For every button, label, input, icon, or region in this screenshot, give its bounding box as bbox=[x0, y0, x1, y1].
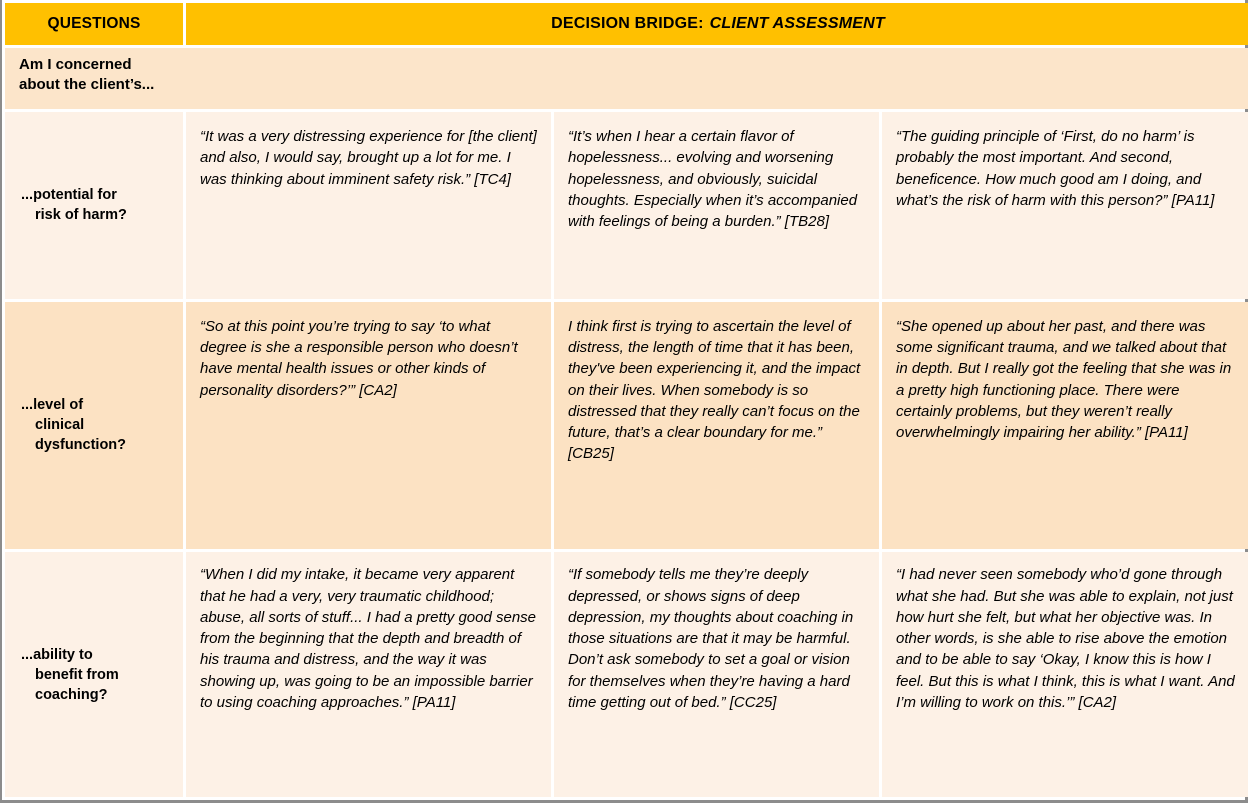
quote-cell bbox=[186, 302, 551, 550]
row-label-ability-to-benefit-from-coaching bbox=[5, 552, 183, 797]
row-label-line-1: ...ability to bbox=[21, 646, 93, 663]
quote-text: “The guiding principle of ‘First, do no harm’ is probably the most important. And second, beneficence. How much good am I doing, and what’s the risk of harm with this person?” [PA11] bbox=[896, 128, 1215, 209]
row-label-line-1: ...potential for bbox=[21, 187, 117, 204]
header-title-main: DECISION BRIDGE: bbox=[551, 15, 704, 32]
table-row bbox=[5, 112, 1248, 299]
quote-text: “It’s when I hear a certain flavor of hopelessness... evolving and worsening hopelessness, and obviously, suicidal thoughts. Especially when it’s accompanied with feelings of being a burden.” [TB28] bbox=[568, 128, 858, 231]
quote-cell bbox=[882, 112, 1248, 299]
quote-text: “I had never seen somebody who’d gone through what she had. But she was able to explain, not just how hurt she felt, but what her objective was. In other words, is she able to rise above the emotion and to be able to say ‘Okay, I know this is how I feel. But this is what I think, this is what I want. And I’m willing to work on this.’” [CA2] bbox=[896, 566, 1235, 712]
row-label-line-3: dysfunction? bbox=[35, 437, 127, 454]
row-label-text bbox=[21, 395, 173, 455]
row-label-level-of-clinical-dysfunction bbox=[5, 302, 183, 550]
header-questions-label: QUESTIONS bbox=[47, 15, 141, 32]
header-row bbox=[5, 3, 1248, 45]
row-label-line-2: benefit from bbox=[35, 666, 119, 683]
quote-text: “It was a very distressing experience for [the client] and also, I would say, brought up a lot for me. I was thinking about imminent safety risk.” [TC4] bbox=[200, 128, 537, 188]
row-label-potential-for-risk-of-harm bbox=[5, 112, 183, 299]
header-title-cell bbox=[186, 3, 1248, 45]
table-row bbox=[5, 552, 1248, 797]
row-label-text bbox=[21, 645, 173, 705]
decision-bridge-table bbox=[2, 0, 1248, 800]
row-label-line-2: risk of harm? bbox=[35, 207, 127, 224]
row-label-line-3: coaching? bbox=[35, 686, 108, 703]
quote-cell bbox=[554, 552, 879, 797]
subheader-cell bbox=[5, 48, 1248, 109]
subheader-line-1: Am I concerned bbox=[19, 56, 132, 73]
subheader-line-2: about the client’s... bbox=[19, 75, 155, 93]
quote-cell bbox=[554, 302, 879, 550]
quote-cell bbox=[882, 302, 1248, 550]
quote-text: “So at this point you’re trying to say ‘to what degree is she a responsible person who doesn’t have mental health issues or other kinds of personality disorders?’” [CA2] bbox=[200, 317, 518, 399]
row-label-line-1: ...level of bbox=[21, 397, 84, 414]
header-title-emphasis: CLIENT ASSESSMENT bbox=[709, 15, 885, 32]
row-label-line-2: clinical bbox=[35, 417, 85, 434]
quote-cell bbox=[186, 112, 551, 299]
row-label-text bbox=[21, 185, 173, 225]
quote-text: I think first is trying to ascertain the level of distress, the length of time that it has been, they've been experiencing it, and the impact on their lives. When somebody is so distressed that they really can’t focus on the future, that’s a clear boundary for me.” [CB25] bbox=[568, 317, 861, 463]
quote-cell bbox=[554, 112, 879, 299]
table-row bbox=[5, 302, 1248, 550]
quote-text: “If somebody tells me they’re deeply depressed, or shows signs of deep depression, my thoughts about coaching in those situations are that it may be harmful. Don’t ask somebody to set a goal or vision for themselves when they’re having a hard time getting out of bed.” [CC25] bbox=[568, 566, 854, 712]
subheader-row bbox=[5, 48, 1248, 109]
header-questions-cell bbox=[5, 3, 183, 45]
quote-text: “When I did my intake, it became very apparent that he had a very, very traumatic childhood; abuse, all sorts of stuff... I had a pretty good sense from the beginning that the depth and breadth of his trauma and distress, and the way it was showing up, was going to be an impossible barrier to using coaching approaches.” [PA11] bbox=[200, 566, 537, 712]
header-title-wrap bbox=[186, 15, 1248, 33]
quote-text: “She opened up about her past, and there was some significant trauma, and we talked about that in depth. But I really got the feeling that she was in a pretty high functioning place. There were certainly problems, but they weren’t really overwhelmingly impairing her ability.” [PA11] bbox=[896, 317, 1232, 442]
quote-cell bbox=[882, 552, 1248, 797]
quote-cell bbox=[186, 552, 551, 797]
